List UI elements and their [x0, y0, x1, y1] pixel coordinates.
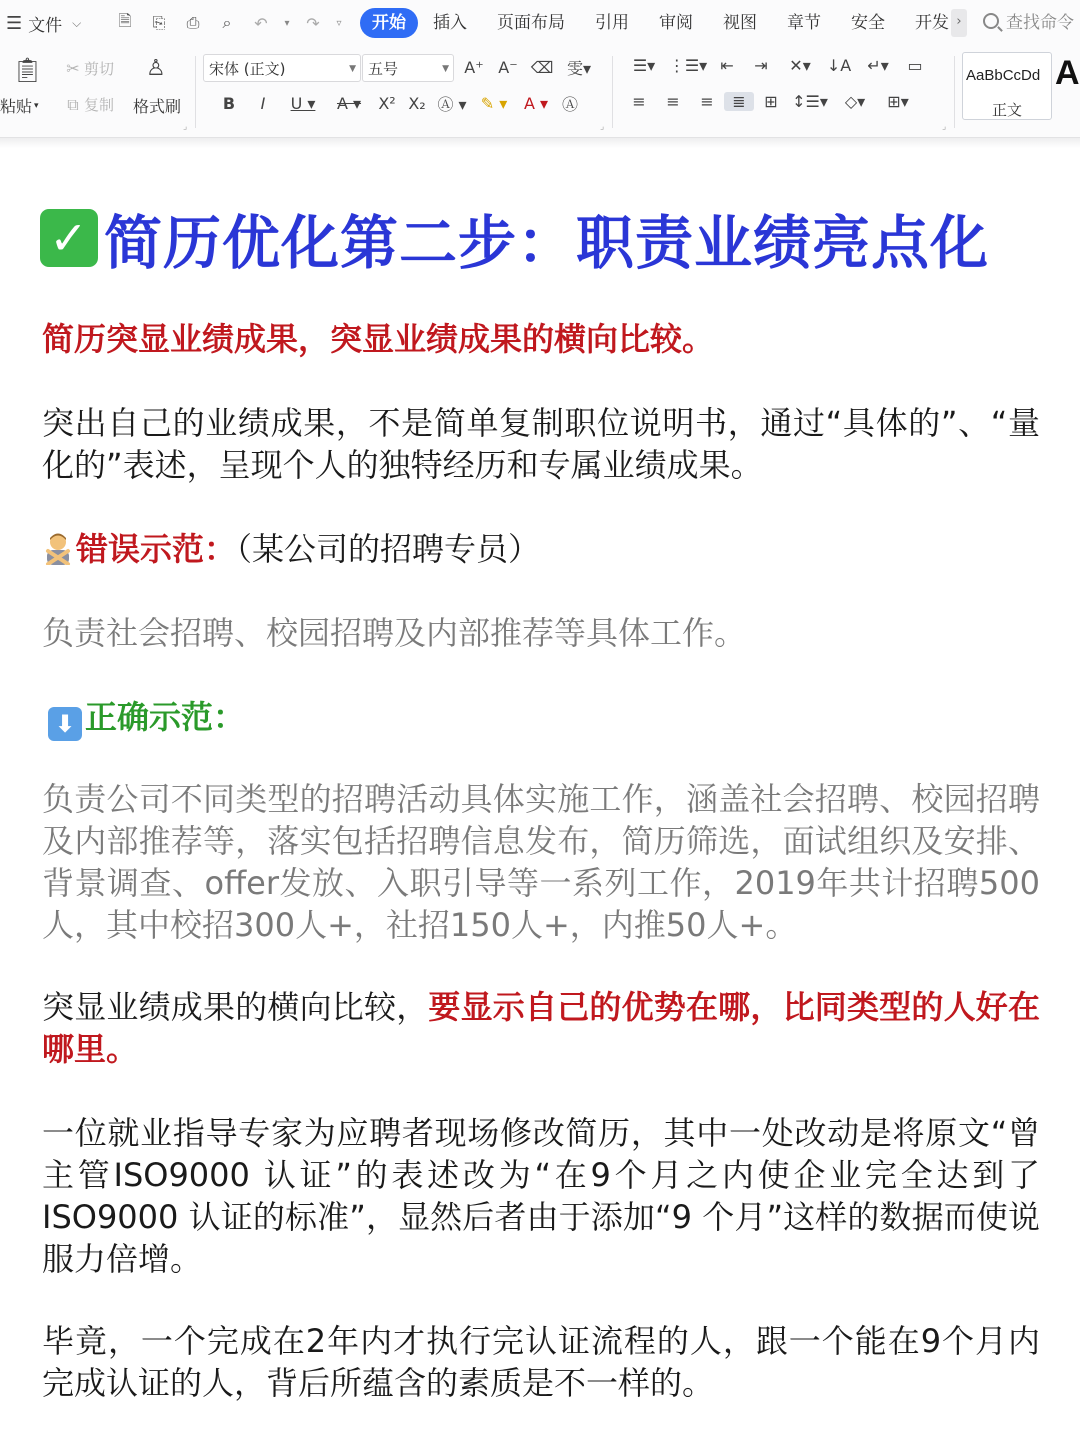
divider	[195, 56, 196, 128]
character-border-icon[interactable]: Ⓐ	[561, 95, 578, 114]
decrease-indent-icon[interactable]: ⇤	[720, 56, 734, 75]
hamburger-icon: ☰	[6, 12, 23, 34]
font-launcher-icon[interactable]: ⌟	[600, 122, 605, 132]
style-normal[interactable]	[962, 52, 1052, 120]
tab-view[interactable]: 视图	[723, 13, 757, 33]
chevron-down-icon: ⌵	[72, 15, 82, 30]
font-name-value: 宋体 (正文)	[209, 59, 286, 78]
clear-format-icon[interactable]: ⌫	[530, 58, 554, 77]
search-icon	[983, 13, 999, 29]
wrong-example-text: 负责社会招聘、校园招聘及内部推荐等具体工作。	[42, 614, 747, 652]
copy-label: 复制	[84, 96, 115, 114]
print-icon[interactable]: ⎙	[186, 13, 200, 32]
tab-section[interactable]: 章节	[787, 13, 821, 33]
scissors-icon: ✂	[66, 59, 80, 78]
file-menu[interactable]	[0, 11, 108, 36]
tab-review[interactable]: 审阅	[659, 13, 693, 33]
down-arrow-icon: ⬇	[48, 707, 82, 741]
text-effect-icon[interactable]: Ⓐ ▾	[437, 95, 467, 114]
format-painter-button[interactable]	[133, 94, 181, 117]
comparison-paragraph	[42, 986, 1040, 1070]
chevron-down-icon: ▼	[442, 64, 449, 74]
undo-dropdown-icon[interactable]: ▾	[284, 17, 290, 29]
ribbon-shadow	[0, 138, 1080, 148]
paragraph-tools-row2	[622, 92, 918, 111]
font-name-select[interactable]	[203, 54, 361, 82]
closing-paragraph: 毕竟，一个完成在2年内才执行完认证流程的人，跟一个能在9个月内完成认证的人，背后所蕴含的素质是不一样的。	[42, 1322, 1040, 1402]
chinese-layout-icon[interactable]: ✕▾	[789, 56, 811, 75]
ribbon-home	[0, 46, 1080, 138]
superscript-icon[interactable]: X²	[378, 94, 396, 113]
paste-button[interactable]	[12, 56, 42, 84]
customize-dropdown-icon[interactable]: ▿	[336, 17, 342, 29]
font-tools-row1	[462, 56, 594, 79]
menu-bar	[0, 0, 1080, 46]
distributed-icon[interactable]: ⊞	[764, 92, 778, 111]
style-heading-preview[interactable]: A	[1055, 54, 1080, 92]
font-tools-row2	[212, 92, 584, 115]
paragraph-launcher-icon[interactable]: ⌟	[942, 122, 947, 132]
tab-developer[interactable]: 开发	[915, 13, 949, 33]
shading-icon[interactable]: ◇▾	[844, 92, 866, 111]
bullet-list-icon[interactable]: ☰▾	[632, 56, 656, 75]
check-mark-icon: ✓	[40, 209, 98, 267]
document-title	[40, 196, 989, 280]
align-left-icon[interactable]: ≡	[632, 92, 646, 111]
comparison-lead: 突显业绩成果的横向比较，	[42, 988, 429, 1026]
wrong-example-note: （某公司的招聘专员）	[236, 530, 541, 568]
underline-icon[interactable]: U ▾	[290, 94, 316, 113]
paragraph-tools-row1	[622, 56, 930, 75]
tab-references[interactable]: 引用	[595, 13, 629, 33]
font-size-select[interactable]	[362, 54, 454, 82]
grow-font-icon[interactable]: A⁺	[464, 58, 484, 77]
copy-icon: ⧉	[67, 94, 79, 114]
style-name: 正文	[991, 101, 1022, 119]
cut-label: 剪切	[84, 60, 115, 78]
paste-icon: 📋︎	[12, 56, 43, 84]
print-preview-icon[interactable]: ⌕	[222, 13, 232, 32]
align-center-icon[interactable]: ≡	[666, 92, 680, 111]
command-search[interactable]	[983, 8, 1074, 33]
document-title-text: 简历优化第二步：职责业绩亮点化	[104, 209, 990, 277]
export-icon[interactable]: ⎘	[152, 13, 166, 32]
cut-button[interactable]	[62, 58, 114, 79]
ruler-icon[interactable]: ▭	[907, 56, 923, 75]
right-example-heading	[48, 696, 1046, 741]
subscript-icon[interactable]: X₂	[408, 94, 426, 113]
tab-home[interactable]: 开始	[360, 8, 418, 38]
sort-icon[interactable]: ↓A	[826, 56, 852, 75]
justify-icon[interactable]: ≣	[724, 92, 754, 111]
format-painter-label: 格式刷	[133, 97, 182, 116]
bold-icon[interactable]: B	[222, 94, 236, 113]
save-icon[interactable]: 🗎	[118, 10, 132, 30]
right-example-text: 负责公司不同类型的招聘活动具体实施工作，涵盖社会招聘、校园招聘及内部推荐等，落实包括招聘信息发布，简历筛选，面试组织及安排、背景调查、offer发放、入职引导等一系列工作，2019年共计招聘500人，其中校招300人+，社招150人+，内推50人+。	[42, 780, 1040, 944]
numbered-list-icon[interactable]: ⋮☰▾	[668, 56, 708, 75]
quick-access-toolbar	[108, 8, 348, 38]
paste-label: 粘贴	[0, 97, 33, 116]
right-example-label: 正确示范：	[85, 698, 246, 736]
line-spacing-icon[interactable]: ↕☰▾	[792, 92, 828, 111]
show-marks-icon[interactable]: ↵▾	[867, 56, 889, 75]
chevron-down-icon: ▾	[34, 100, 39, 111]
document-subtitle: 简历突显业绩成果，突显业绩成果的横向比较。	[42, 320, 715, 358]
highlight-icon[interactable]: ✎ ▾	[480, 94, 508, 113]
command-search-label: 查找命令	[1006, 13, 1074, 33]
file-menu-label: 文件	[28, 15, 63, 36]
tab-insert[interactable]: 插入	[433, 13, 467, 33]
shrink-font-icon[interactable]: A⁻	[498, 58, 518, 77]
chevron-down-icon: ▼	[349, 64, 356, 74]
ribbon-tabs	[360, 8, 967, 38]
paste-dropdown[interactable]	[0, 94, 39, 117]
phonetic-guide-icon[interactable]: 雯▾	[566, 59, 592, 78]
borders-icon[interactable]: ⊞▾	[887, 92, 909, 111]
undo-icon[interactable]: ↶	[254, 13, 268, 33]
expert-paragraph: 一位就业指导专家为应聘者现场修改简历，其中一处改动是将原文“曾主管ISO9000 认证”的表述改为“在9个月之内使企业完全达到了ISO9000 认证的标准”，显然后者由于添加“9 个月”这样的数据而使说服力倍增。	[42, 1114, 1040, 1278]
no-gesture-person-icon	[42, 531, 74, 565]
tab-security[interactable]: 安全	[851, 13, 885, 33]
copy-button[interactable]	[62, 94, 114, 115]
font-size-value: 五号	[368, 59, 399, 78]
comparison-highlight: 要显示自己的优势在哪，比同类型的人好在哪里。	[42, 988, 1040, 1068]
intro-paragraph: 突出自己的业绩成果，不是简单复制职位说明书，通过“具体的”、“量化的”表述，呈现个人的独特经历和专属业绩成果。	[42, 404, 1040, 484]
wrong-example-label: 错误示范：	[76, 530, 237, 568]
tab-page-layout[interactable]: 页面布局	[497, 13, 565, 33]
tabs-scroll-right-icon[interactable]: ›	[951, 9, 967, 37]
divider	[954, 56, 955, 128]
wrong-example-heading	[42, 528, 1040, 570]
italic-icon[interactable]: I	[260, 94, 266, 113]
clipboard-launcher-icon[interactable]: ⌟	[183, 122, 188, 132]
font-color-icon[interactable]: A ▾	[523, 94, 549, 113]
align-right-icon[interactable]: ≡	[700, 92, 714, 111]
format-painter-icon: ♙	[146, 56, 166, 81]
divider	[612, 56, 613, 128]
redo-icon[interactable]: ↷	[306, 13, 320, 33]
increase-indent-icon[interactable]: ⇥	[754, 56, 768, 75]
strikethrough-icon[interactable]: A ▾	[336, 94, 362, 113]
style-sample: AaBbCcDd	[966, 67, 1041, 84]
